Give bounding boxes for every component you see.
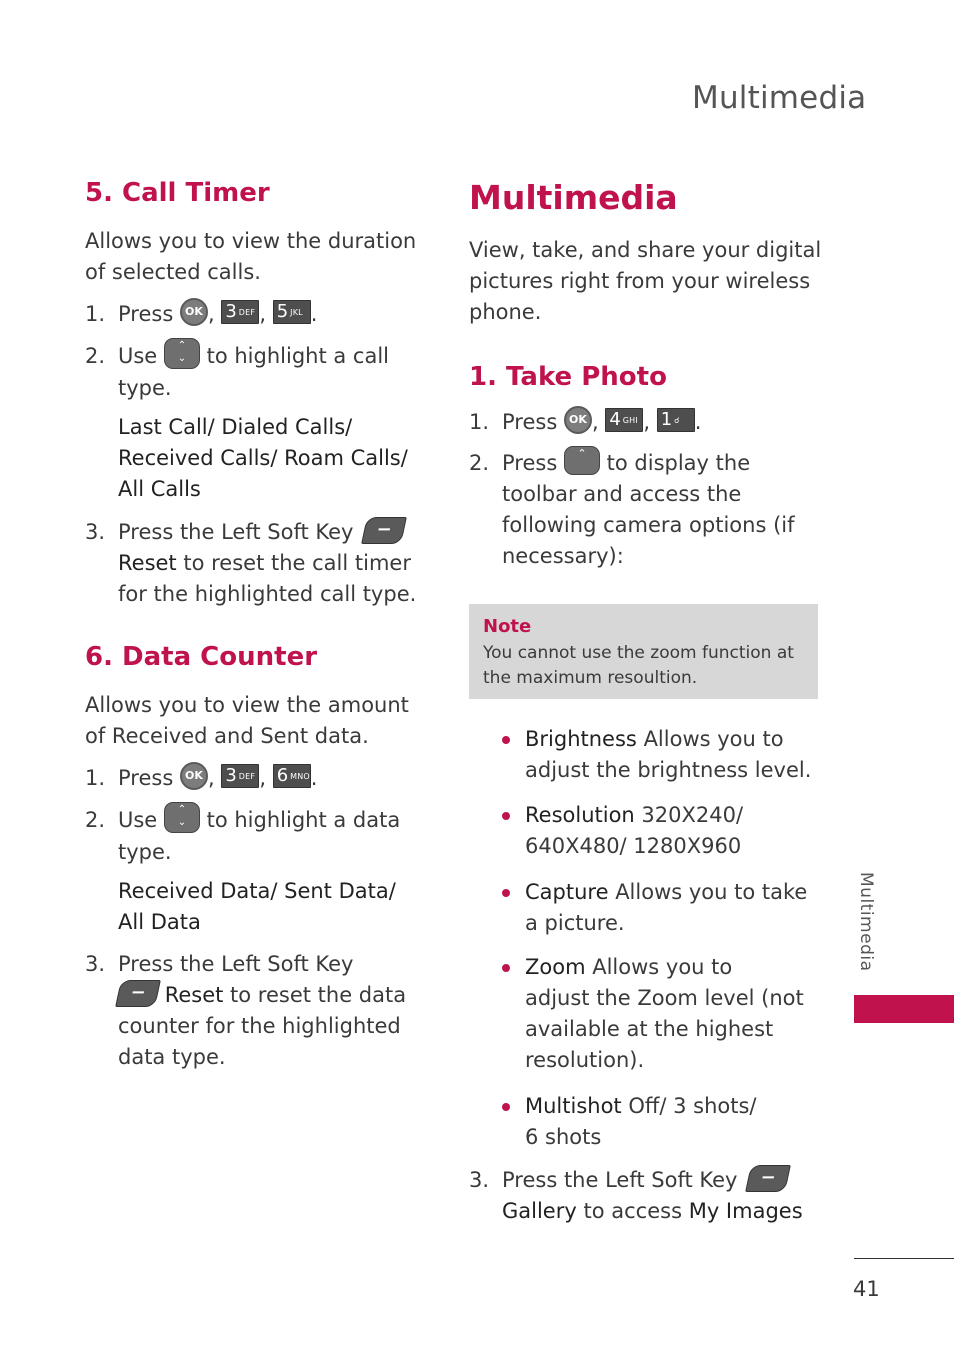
side-tab-label: Multimedia xyxy=(856,872,876,972)
step-number: 1. xyxy=(85,302,106,326)
step-3-line3: counter for the highlighted xyxy=(118,1014,401,1038)
bullet-line2: 640X480/ 1280X960 xyxy=(525,834,742,858)
call-type-options xyxy=(118,412,408,505)
bullet-term: Brightness xyxy=(525,727,637,751)
step-number: 3. xyxy=(85,520,106,544)
step-2-rest: to highlight a call xyxy=(206,344,389,368)
side-tab-bar xyxy=(854,995,954,1023)
step-number: 3. xyxy=(469,1168,490,1192)
section-heading-data-counter: 6. Data Counter xyxy=(85,642,318,672)
bullet-resolution xyxy=(502,800,832,862)
step-3-line4: data type. xyxy=(118,1045,226,1069)
bullet-dot-icon xyxy=(502,812,510,820)
step-text xyxy=(118,949,406,1073)
data-counter-intro-line2: of Received and Sent data. xyxy=(85,724,369,748)
page-number: 41 xyxy=(853,1277,880,1301)
note-label: Note xyxy=(483,616,532,637)
step-3-line3: for the highlighted call type. xyxy=(118,582,417,606)
data-counter-step-2 xyxy=(85,805,445,867)
press-label: Press xyxy=(502,451,558,475)
ok-key-icon: OK xyxy=(564,406,592,434)
step-text: Press OK , 4 GHI , 1 ☌ . xyxy=(502,407,701,438)
data-counter-step-1 xyxy=(85,763,445,794)
step-number: 3. xyxy=(85,952,106,976)
bullet-capture xyxy=(502,877,832,939)
step-3-line2: to reset the call timer xyxy=(183,551,411,575)
press-label: Press xyxy=(502,410,558,434)
call-timer-intro xyxy=(85,226,416,288)
bullet-line1: 320X240/ xyxy=(641,803,744,827)
note-text-line2: the maximum resoultion. xyxy=(483,668,698,688)
step-3-mid: to access xyxy=(583,1199,683,1223)
step-3-line2: to reset the data xyxy=(230,983,407,1007)
step-number: 1. xyxy=(469,410,490,434)
bullet-line4: resolution). xyxy=(525,1048,645,1072)
step-number: 2. xyxy=(85,808,106,832)
key-1-voicemail-icon: 1 ☌ xyxy=(657,408,695,432)
bullet-line1: Allows you to take xyxy=(615,880,808,904)
step-text: Press OK , 3 DEF , 5 JKL . xyxy=(118,299,317,330)
call-timer-intro-line2: of selected calls. xyxy=(85,260,261,284)
multimedia-intro-line3: phone. xyxy=(469,300,542,324)
section-heading-call-timer: 5. Call Timer xyxy=(85,178,270,208)
reset-term: Reset xyxy=(164,983,224,1007)
call-type-options-line3: All Calls xyxy=(118,477,201,501)
data-counter-step-3 xyxy=(85,949,445,1073)
bullet-multishot xyxy=(502,1091,832,1153)
bullet-term: Zoom xyxy=(525,955,586,979)
multimedia-intro-line2: pictures right from your wireless xyxy=(469,269,811,293)
key-4-icon: 4 GHI xyxy=(605,408,643,432)
bullet-dot-icon xyxy=(502,964,510,972)
data-type-options-line2: All Data xyxy=(118,910,201,934)
take-photo-step-1 xyxy=(469,407,829,438)
call-type-options-line2: Received Calls/ Roam Calls/ xyxy=(118,446,408,470)
step-text xyxy=(502,448,795,572)
bullet-line2: 6 shots xyxy=(525,1125,602,1149)
step-2-cont: type. xyxy=(118,839,172,864)
step-3-line1: Press the Left Soft Key xyxy=(118,520,354,544)
key-6-icon: 6 MNO xyxy=(273,764,311,788)
data-counter-intro-line1: Allows you to view the amount xyxy=(85,693,409,717)
bullet-line3: available at the highest xyxy=(525,1017,774,1041)
step-2-rest: to highlight a data xyxy=(206,808,401,832)
key-3-icon: 3 DEF xyxy=(221,764,259,788)
left-soft-key-icon: − xyxy=(745,1165,791,1192)
step-2-rest: to display the xyxy=(606,451,751,475)
step-3-line1: Press the Left Soft Key xyxy=(502,1168,738,1192)
call-timer-step-2 xyxy=(85,341,445,403)
bullet-text xyxy=(525,877,807,939)
running-header-title: Multimedia xyxy=(692,80,867,116)
left-soft-key-icon: − xyxy=(361,517,407,544)
use-label: Use xyxy=(118,808,158,832)
bullet-dot-icon xyxy=(502,736,510,744)
call-type-options-line1: Last Call/ Dialed Calls/ xyxy=(118,415,353,439)
data-type-options-line1: Received Data/ Sent Data/ xyxy=(118,879,396,903)
press-label: Press xyxy=(118,766,174,790)
call-timer-intro-line1: Allows you to view the duration xyxy=(85,229,417,253)
data-counter-intro xyxy=(85,690,409,752)
step-number: 2. xyxy=(469,451,490,475)
bullet-line2: adjust the Zoom level (not xyxy=(525,986,804,1010)
data-type-options xyxy=(118,876,396,938)
step-2-line2: toolbar and access the xyxy=(502,482,742,506)
reset-term: Reset xyxy=(118,551,177,575)
bullet-line1: Allows you to xyxy=(592,955,733,979)
key-5-icon: 5 JKL xyxy=(273,300,311,324)
step-text: Press OK , 3 DEF , 6 MNO. xyxy=(118,763,317,794)
note-box xyxy=(469,604,818,699)
bullet-term: Multishot xyxy=(525,1094,622,1118)
step-text xyxy=(502,1165,803,1227)
up-down-nav-key-icon: ⌃ ⌄ xyxy=(164,802,200,833)
call-timer-step-3 xyxy=(85,517,445,610)
ok-key-icon: OK xyxy=(180,298,208,326)
take-photo-step-2 xyxy=(469,448,829,572)
bullet-dot-icon xyxy=(502,889,510,897)
step-text xyxy=(118,805,400,868)
footer-divider xyxy=(854,1258,954,1259)
chapter-heading-multimedia: Multimedia xyxy=(469,178,678,217)
use-label: Use xyxy=(118,344,158,368)
bullet-text xyxy=(525,724,811,786)
step-text xyxy=(118,517,416,610)
step-2-line4: necessary): xyxy=(502,544,624,568)
step-text xyxy=(118,341,389,404)
note-text xyxy=(483,641,813,691)
note-text-line1: You cannot use the zoom function at xyxy=(483,643,794,663)
bullet-text xyxy=(525,800,743,862)
key-3-icon: 3 DEF xyxy=(221,300,259,324)
bullet-dot-icon xyxy=(502,1103,510,1111)
my-images-term: My Images xyxy=(688,1199,803,1223)
bullet-text xyxy=(525,952,804,1076)
step-number: 2. xyxy=(85,344,106,368)
bullet-line1: Off/ 3 shots/ xyxy=(628,1094,757,1118)
gallery-term: Gallery xyxy=(502,1199,577,1223)
bullet-line1: Allows you to xyxy=(643,727,784,751)
ok-key-icon: OK xyxy=(180,762,208,790)
step-2-cont: type. xyxy=(118,375,172,400)
bullet-zoom xyxy=(502,952,832,1076)
multimedia-intro xyxy=(469,235,821,328)
up-down-nav-key-icon: ⌃ ⌄ xyxy=(164,338,200,369)
call-timer-step-1 xyxy=(85,299,445,330)
up-nav-key-icon: ⌃ xyxy=(564,446,600,475)
section-heading-take-photo: 1. Take Photo xyxy=(469,362,667,392)
bullet-brightness xyxy=(502,724,832,786)
left-soft-key-icon: − xyxy=(115,980,161,1007)
bullet-text xyxy=(525,1091,757,1153)
step-3-line1: Press the Left Soft Key xyxy=(118,952,354,976)
press-label: Press xyxy=(118,302,174,326)
bullet-line2: adjust the brightness level. xyxy=(525,758,812,782)
take-photo-step-3 xyxy=(469,1165,829,1227)
step-2-line3: following camera options (if xyxy=(502,513,795,537)
bullet-line2: a picture. xyxy=(525,911,625,935)
multimedia-intro-line1: View, take, and share your digital xyxy=(469,238,822,262)
bullet-term: Capture xyxy=(525,880,609,904)
step-number: 1. xyxy=(85,766,106,790)
bullet-term: Resolution xyxy=(525,803,635,827)
